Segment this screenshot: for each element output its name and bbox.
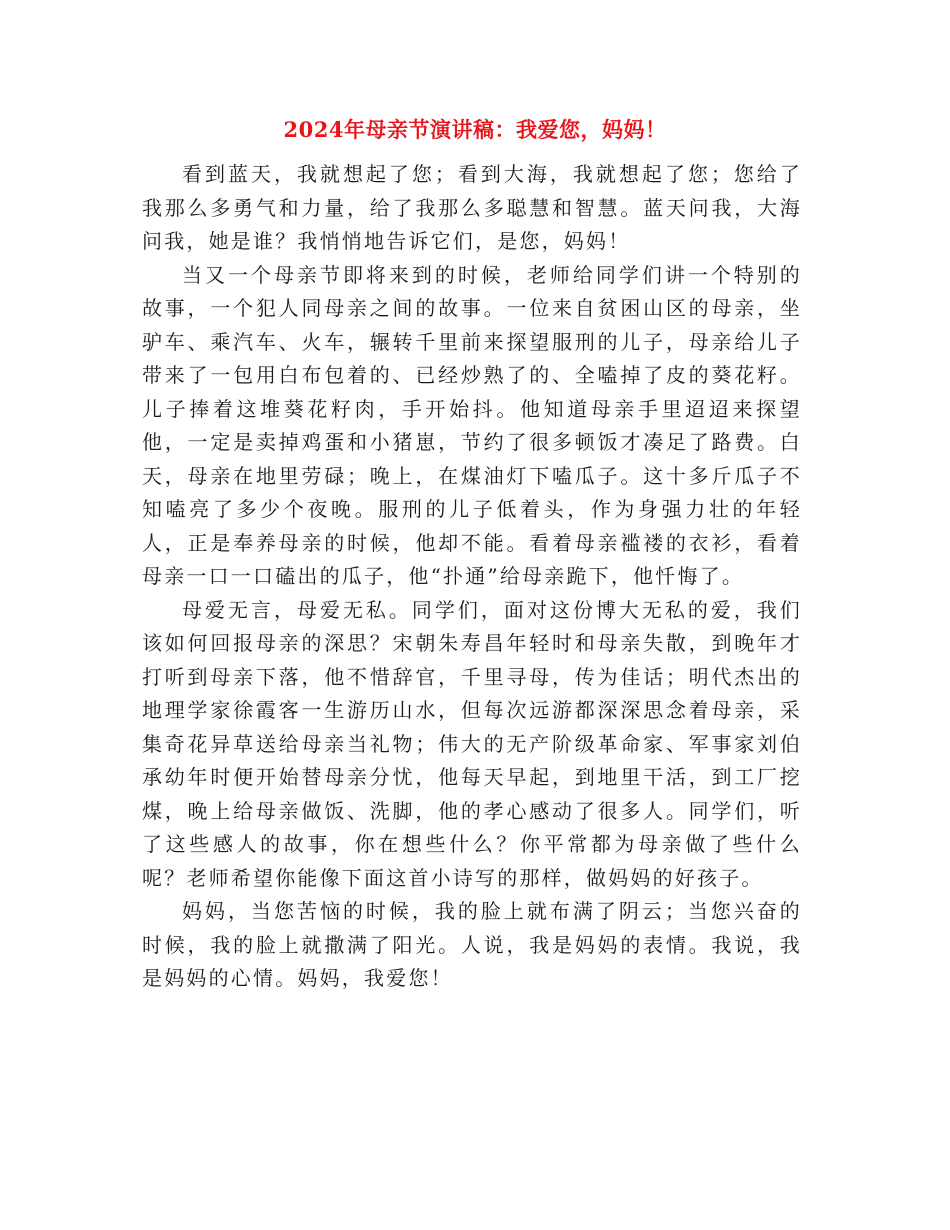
- document-body: [142, 158, 802, 996]
- document-title: 2024年母亲节演讲稿：我爱您，妈妈！: [283, 117, 667, 142]
- paragraph: 当又一个母亲节即将来到的时候，老师给同学们讲一个特别的故事，一个犯人同母亲之间的故事。一位来自贫困山区的母亲，坐驴车、乘汽车、火车，辗转千里前来探望服刑的儿子，母亲给儿子带来了一包用白布包着的、已经炒熟了的、全嗑掉了皮的葵花籽。儿子捧着这堆葵花籽肉，手开始抖。他知道母亲手里迢迢来探望他，一定是卖掉鸡蛋和小猪崽，节约了很多顿饭才凑足了路费。白天，母亲在地里劳碌；晚上，在煤油灯下嗑瓜子。这十多斤瓜子不知嗑亮了多少个夜晚。服刑的儿子低着头，作为身强力壮的年轻人，正是奉养母亲的时候，他却不能。看着母亲褴褛的衣衫，看着母亲一口一口磕出的瓜子，他“扑通”给母亲跪下，他忏悔了。: [142, 262, 802, 588]
- paragraph: 看到蓝天，我就想起了您；看到大海，我就想起了您；您给了我那么多勇气和力量，给了我那么多聪慧和智慧。蓝天问我，大海问我，她是谁？我悄悄地告诉它们，是您，妈妈！: [142, 162, 802, 253]
- paragraph: 妈妈，当您苦恼的时候，我的脸上就布满了阴云；当您兴奋的时候，我的脸上就撒满了阳光。人说，我是妈妈的表情。我说，我是妈妈的心情。妈妈，我爱您！: [142, 899, 802, 990]
- paragraph: 母爱无言，母爱无私。同学们，面对这份博大无私的爱，我们该如何回报母亲的深思？宋朝朱寿昌年轻时和母亲失散，到晚年才打听到母亲下落，他不惜辞官，千里寻母，传为佳话；明代杰出的地理学家徐霞客一生游历山水，但每次远游都深深思念着母亲，采集奇花异草送给母亲当礼物；伟大的无产阶级革命家、军事家刘伯承幼年时便开始替母亲分忧，他每天早起，到地里干活，到工厂挖煤，晚上给母亲做饭、洗脚，他的孝心感动了很多人。同学们，听了这些感人的故事，你在想些什么？你平常都为母亲做了些什么呢？老师希望你能像下面这首小诗写的那样，做妈妈的好孩子。: [142, 597, 802, 890]
